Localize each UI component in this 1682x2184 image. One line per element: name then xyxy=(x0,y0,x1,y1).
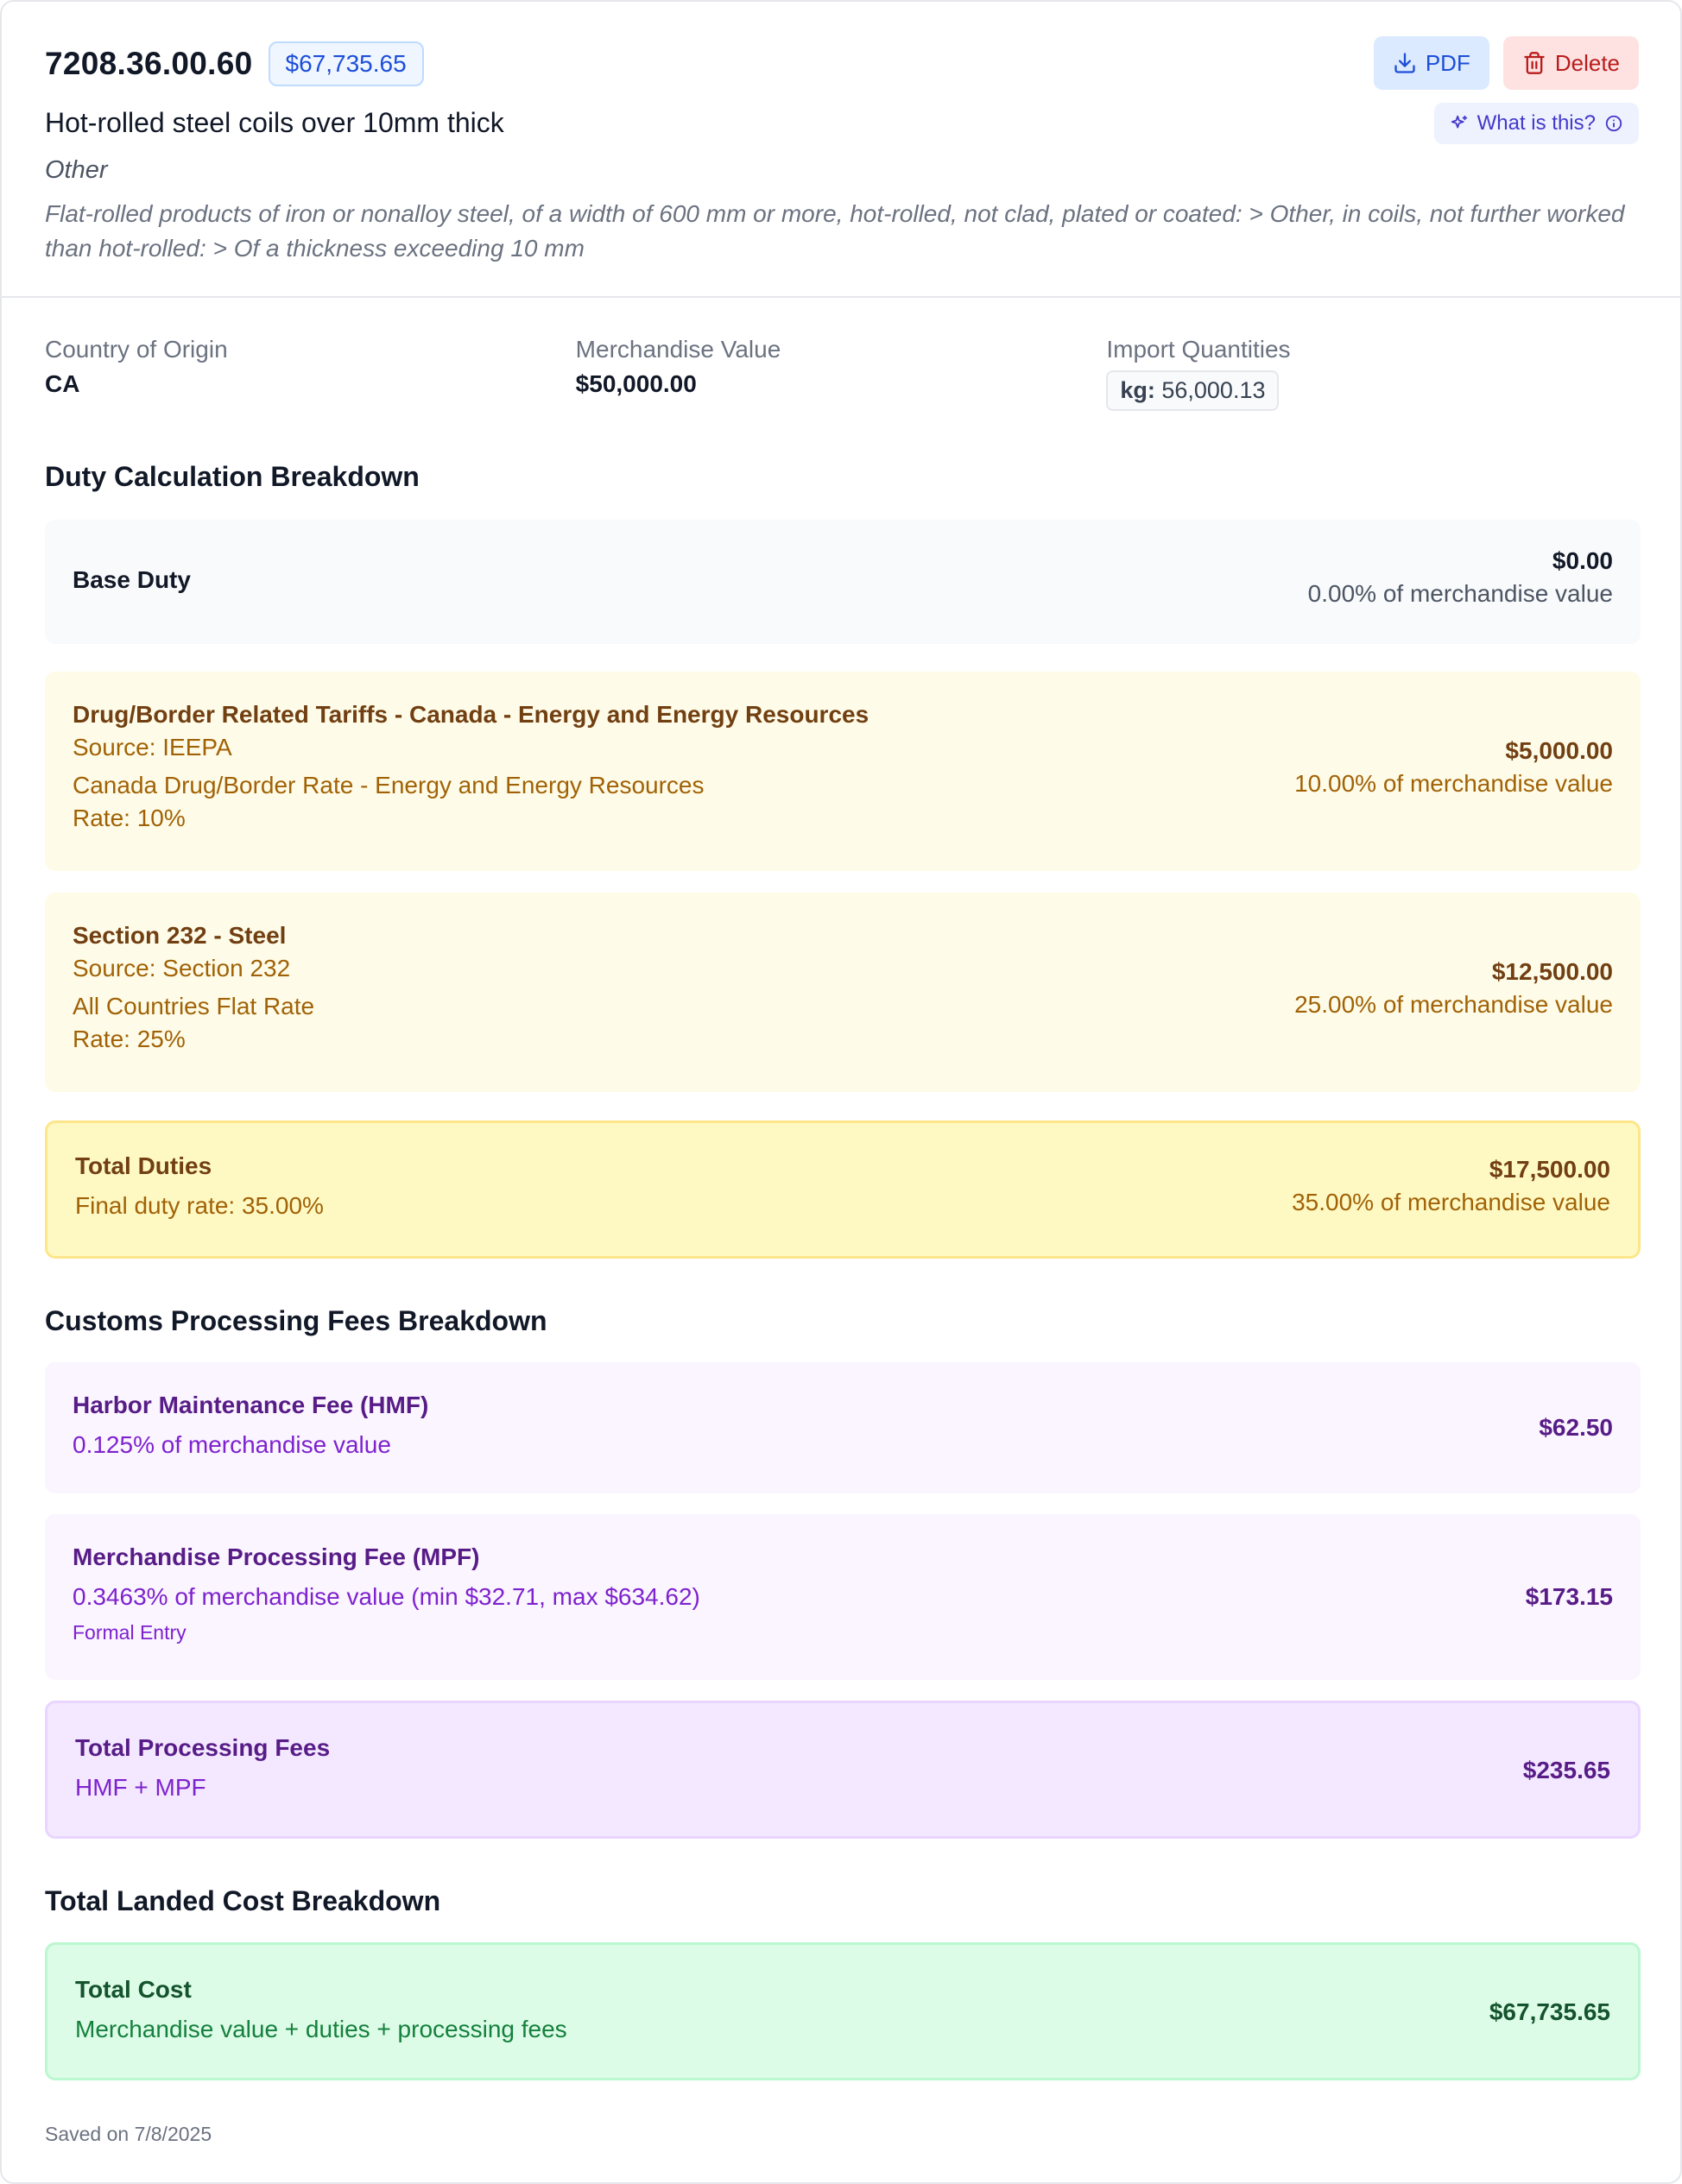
hmf-amount: $62.50 xyxy=(1539,1414,1613,1441)
duty-item-amount: $12,500.00 xyxy=(1491,958,1613,985)
duty-item-rate: Rate: 10% xyxy=(73,805,186,831)
quantity-value: 56,000.13 xyxy=(1161,377,1266,403)
total-duties-row xyxy=(45,1120,1641,1259)
total-duties-amount: $17,500.00 xyxy=(1489,1156,1610,1183)
origin-info xyxy=(45,336,576,431)
quantity-chip xyxy=(1106,370,1279,411)
base-duty-percent: 0.00% of merchandise value xyxy=(1307,580,1613,607)
total-fees-formula: HMF + MPF xyxy=(75,1774,206,1801)
sparkles-icon xyxy=(1450,114,1469,133)
merchandise-value-label: Merchandise Value xyxy=(575,336,781,363)
trash-icon xyxy=(1522,51,1546,75)
merchandise-value-info xyxy=(576,336,1107,431)
import-quantities-info xyxy=(1106,336,1637,431)
duty-item-source: Source: IEEPA xyxy=(73,734,232,761)
fees-section-title: Customs Processing Fees Breakdown xyxy=(45,1305,547,1336)
delete-button[interactable] xyxy=(1503,36,1639,90)
base-duty-row xyxy=(45,520,1641,644)
duty-item-rate: Rate: 25% xyxy=(73,1026,186,1052)
saved-timestamp: Saved on 7/8/2025 xyxy=(45,2123,212,2145)
duty-item-rate-name: Canada Drug/Border Rate - Energy and Energy Resources xyxy=(73,772,705,798)
long-description: Flat-rolled products of iron or nonalloy steel, of a width of 600 mm or more, hot-rolled, not clad, plated or coated: > Other, in coils, not further worked than hot-rolled: > Of a thickness exceeding 10 mm xyxy=(45,200,1625,262)
hmf-label: Harbor Maintenance Fee (HMF) xyxy=(73,1392,429,1418)
duty-item-row xyxy=(45,672,1641,871)
entry-body xyxy=(2,336,1680,431)
duty-item-title: Section 232 - Steel xyxy=(73,922,287,949)
duty-item-percent: 25.00% of merchandise value xyxy=(1294,991,1613,1018)
category-label: Other xyxy=(45,156,108,184)
duty-item-rate-name: All Countries Flat Rate xyxy=(73,993,315,1019)
download-icon xyxy=(1393,51,1417,75)
total-cost-row xyxy=(45,1942,1641,2080)
total-fees-label: Total Processing Fees xyxy=(75,1734,331,1761)
total-cost-formula: Merchandise value + duties + processing fees xyxy=(75,2016,567,2042)
duty-item-title: Drug/Border Related Tariffs - Canada - Energy and Energy Resources xyxy=(73,701,869,728)
mpf-row xyxy=(45,1514,1641,1680)
info-row xyxy=(45,336,1637,431)
total-cost-amount: $67,735.65 xyxy=(1489,1998,1610,2025)
delete-button-label: Delete xyxy=(1554,49,1620,76)
duty-section-title: Duty Calculation Breakdown xyxy=(45,461,420,492)
import-quantities-label: Import Quantities xyxy=(1106,336,1291,363)
origin-value: CA xyxy=(45,370,80,397)
total-cost-badge: $67,735.65 xyxy=(269,41,424,86)
origin-label: Country of Origin xyxy=(45,336,228,363)
entry-header xyxy=(2,2,1680,298)
short-description: Hot-rolled steel coils over 10mm thick xyxy=(45,107,504,138)
landed-section-title: Total Landed Cost Breakdown xyxy=(45,1885,441,1916)
info-icon xyxy=(1604,114,1623,133)
base-duty-label: Base Duty xyxy=(73,566,191,593)
mpf-label: Merchandise Processing Fee (MPF) xyxy=(73,1543,480,1570)
duty-item-amount: $5,000.00 xyxy=(1505,737,1613,764)
duty-item-row xyxy=(45,893,1641,1092)
total-fees-amount: $235.65 xyxy=(1522,1757,1610,1783)
hmf-row xyxy=(45,1362,1641,1493)
merchandise-value: $50,000.00 xyxy=(575,370,697,397)
total-duties-rate: Final duty rate: 35.00% xyxy=(75,1192,324,1219)
pdf-button[interactable] xyxy=(1374,36,1489,90)
total-duties-percent: 35.00% of merchandise value xyxy=(1292,1189,1610,1215)
duty-item-percent: 10.00% of merchandise value xyxy=(1294,770,1613,797)
header-actions xyxy=(1374,36,1639,90)
total-fees-row xyxy=(45,1701,1641,1839)
mpf-rate: 0.3463% of merchandise value (min $32.71, max $634.62) xyxy=(73,1583,700,1610)
mpf-amount: $173.15 xyxy=(1525,1583,1613,1610)
what-is-this-label: What is this? xyxy=(1476,111,1596,135)
hts-code: 7208.36.00.60 xyxy=(45,46,253,81)
mpf-entry-type: Formal Entry xyxy=(73,1621,187,1644)
quantity-unit: kg: xyxy=(1120,377,1155,403)
base-duty-amount: $0.00 xyxy=(1552,547,1613,574)
what-is-this-button[interactable] xyxy=(1434,103,1639,144)
duty-item-source: Source: Section 232 xyxy=(73,955,291,982)
hmf-rate: 0.125% of merchandise value xyxy=(73,1431,391,1458)
total-duties-label: Total Duties xyxy=(75,1152,212,1179)
total-cost-label: Total Cost xyxy=(75,1976,192,2003)
pdf-button-label: PDF xyxy=(1425,49,1470,76)
